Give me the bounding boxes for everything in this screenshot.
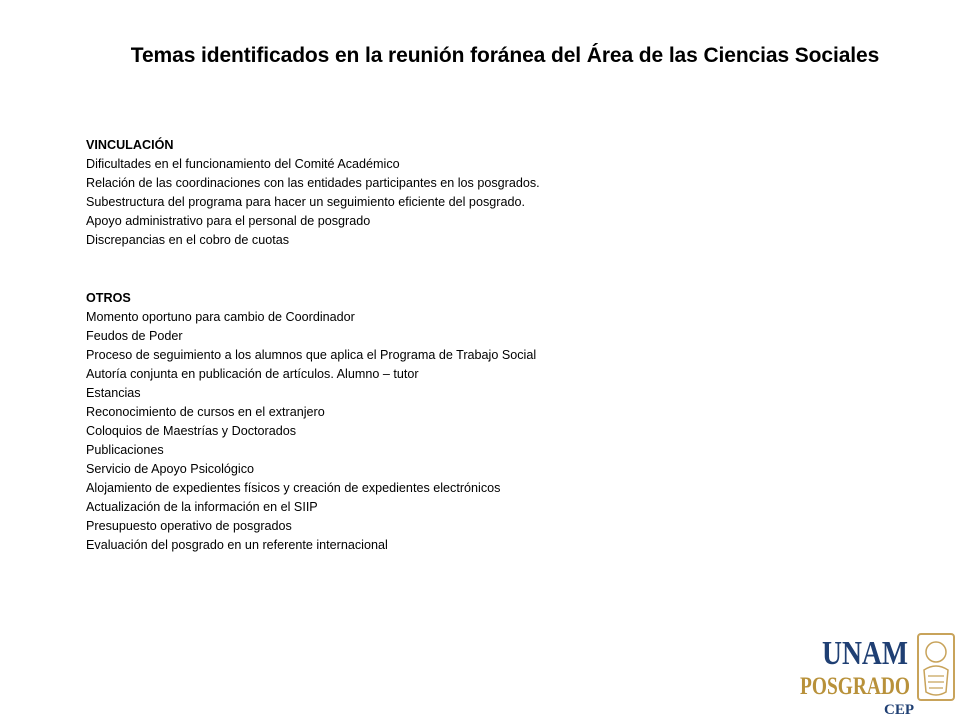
section-heading: VINCULACIÓN	[86, 138, 174, 152]
list-item: Publicaciones	[86, 443, 164, 457]
unam-seal-icon	[918, 634, 954, 700]
list-item: Servicio de Apoyo Psicológico	[86, 462, 255, 476]
list-item: Discrepancias en el cobro de cuotas	[86, 233, 290, 247]
list-item: Autoría conjunta en publicación de artículos. Alumno – tutor	[86, 367, 419, 381]
list-item: Evaluación del posgrado en un referente internacional	[86, 538, 388, 552]
list-item: Dificultades en el funcionamiento del Comité Académico	[86, 157, 400, 171]
list-item: Alojamiento de expedientes físicos y creación de expedientes electrónicos	[86, 481, 501, 495]
list-item: Momento oportuno para cambio de Coordinador	[86, 310, 355, 324]
list-item: Reconocimiento de cursos en el extranjero	[86, 405, 325, 419]
list-item: Coloquios de Maestrías y Doctorados	[86, 424, 296, 438]
unam-posgrado-logo	[800, 628, 960, 720]
logo-text-posgrado: POSGRADO	[800, 673, 910, 700]
list-item: Estancias	[86, 386, 141, 400]
logo-text-unam: UNAM	[822, 635, 908, 672]
list-item: Apoyo administrativo para el personal de posgrado	[86, 214, 371, 228]
logo-text-cep: CEP	[884, 702, 914, 718]
list-item: Feudos de Poder	[86, 329, 183, 343]
section-otros	[86, 289, 536, 555]
list-item: Relación de las coordinaciones con las entidades participantes en los posgrados.	[86, 176, 540, 190]
section-vinculacion	[86, 136, 540, 250]
page-title: Temas identificados en la reunión foránea del Área de las Ciencias Sociales	[130, 44, 880, 67]
list-item: Proceso de seguimiento a los alumnos que aplica el Programa de Trabajo Social	[86, 348, 537, 362]
list-item: Actualización de la información en el SIIP	[86, 500, 318, 514]
list-item: Subestructura del programa para hacer un seguimiento eficiente del posgrado.	[86, 195, 525, 209]
list-item: Presupuesto operativo de posgrados	[86, 519, 292, 533]
section-heading: OTROS	[86, 291, 131, 305]
